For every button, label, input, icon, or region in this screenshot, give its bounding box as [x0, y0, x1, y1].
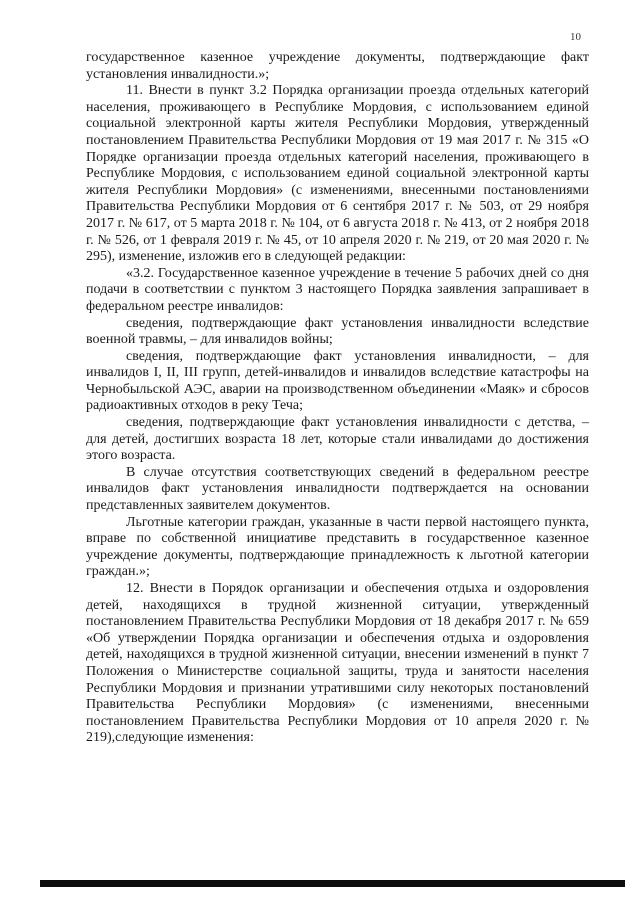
paragraph-continuation: государственное казенное учреждение документы, подтверждающие факт установления инвалидности.»;	[86, 50, 589, 82]
paragraph-disability-groups: сведения, подтверждающие факт установления инвалидности, – для инвалидов I, II, III групп, детей-инвалидов и инвалидов вследствие катастрофы на Чернобыльской АЭС, аварии на производственном объединении «Маяк» и сбросов радиоактивных отходов в реку Теча;	[86, 348, 589, 414]
paragraph-military-trauma: сведения, подтверждающие факт установления инвалидности вследствие военной травмы, – для инвалидов войны;	[86, 315, 589, 348]
paragraph-item-11: 11. Внести в пункт 3.2 Порядка организации проезда отдельных категорий населения, проживающего в Республике Мордовия, с использованием единой социальной электронной карты жителя Республики Мордовия, утвержденный постановлением Правительства Республики Мордовия от 19 мая 2017 г. № 315 «О Порядке организации проезда отдельных категорий населения, проживающего в Республике Мордовия, с использованием единой социальной электронной карты жителя Республики Мордовия» (с изменениями, внесенными постановлениями Правительства Республики Мордовия от 6 сентября 2017 г. № 503, от 29 ноября 2017 г. № 617, от 5 марта 2018 г. № 104, от 6 августа 2018 г. № 413, от 2 ноября 2018 г. № 526, от 1 февраля 2019 г. № 45, от 10 апреля 2020 г. № 219, от 20 мая 2020 г. № 295), изменение, изложив его в следующей редакции:	[86, 83, 589, 265]
paragraph-childhood-disability: сведения, подтверждающие факт установления инвалидности с детства, – для детей, достигших возраста 18 лет, которые стали инвалидами до достижения этого возраста.	[86, 415, 589, 464]
page-number: 10	[570, 31, 581, 43]
paragraph-no-registry-data: В случае отсутствия соответствующих сведений в федеральном реестре инвалидов факт установления инвалидности подтверждается на основании представленных заявителем документов.	[86, 464, 589, 514]
scan-bottom-bar	[40, 880, 625, 887]
paragraph-quote-3-2: «3.2. Государственное казенное учреждение в течение 5 рабочих дней со дня подачи в соответствии с пунктом 3 настоящего Порядка заявления запрашивает в федеральном реестре инвалидов:	[86, 265, 589, 314]
paragraph-benefit-categories: Льготные категории граждан, указанные в части первой настоящего пункта, вправе по собственной инициативе представить в государственное казенное учреждение документы, подтверждающие принадлежность к льготной категории граждан.»;	[86, 514, 589, 580]
paragraph-item-12: 12. Внести в Порядок организации и обеспечения отдыха и оздоровления детей, находящихся в трудной жизненной ситуации, утвержденный постановлением Правительства Республики Мордовия от 18 декабря 2017 г. № 659 «Об утверждении Порядка организации и обеспечения отдыха и оздоровления детей, находящихся в трудной жизненной ситуации, внесении изменений в пункт 7 Положения о Министерстве социальной защиты, труда и занятости населения Республики Мордовия и признании утратившими силу некоторых постановлений Правительства Республики Мордовия» (с изменениями, внесенными постановлением Правительства Республики Мордовия от 10 апреля 2020 г. № 219),следующие изменения:	[86, 581, 589, 746]
document-body	[86, 50, 589, 747]
